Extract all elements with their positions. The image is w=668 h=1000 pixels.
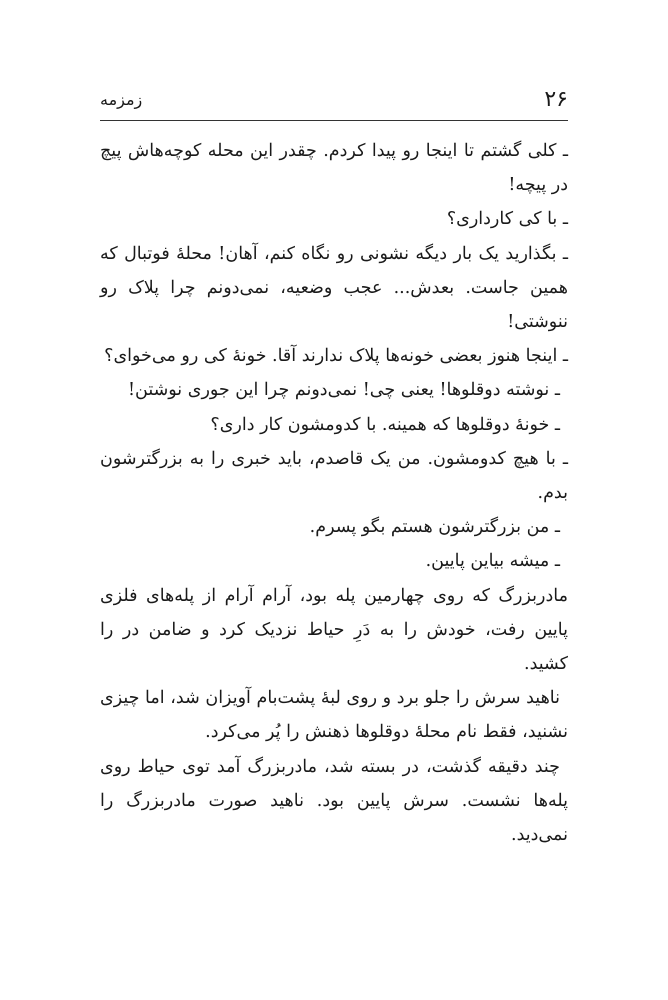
narrative-paragraph: مادربزرگ که روی چهارمین پله بود، آرام آرام از پله‌های فلزی پایین رفت، خودش را به دَرِ حیاط نزدیک کرد و ضامن در را کشید.	[100, 585, 568, 675]
dialogue-paragraph: ـ با هیچ کدومشون. من یک قاصدم، باید خبری را به بزرگترشون بدم.	[100, 448, 568, 504]
dialogue-paragraph: ـ بگذارید یک بار دیگه نشونی رو نگاه کنم، آهان! محلهٔ فوتبال که همین جاست. بعدش... عجب وضعیه، نمی‌دونم چرا پلاک رو ننوشتی!	[100, 243, 568, 333]
narrative-paragraph: چند دقیقه گذشت، در بسته شد، مادربزرگ آمد توی حیاط روی پله‌ها نشست. سرش پایین بود. ناهید صورت مادربزرگ را نمی‌دید.	[100, 756, 568, 846]
dialogue-paragraph: ـ خونهٔ دوقلوها که همینه. با کدومشون کار داری؟	[210, 414, 560, 435]
narrative-paragraph: ناهید سرش را جلو برد و روی لبهٔ پشت‌بام آویزان شد، اما چیزی نشنید، فقط نام محلهٔ دوقلوها ذهنش را پُر می‌کرد.	[100, 688, 568, 743]
dialogue-paragraph: ـ نوشته دوقلوها! یعنی چی! نمی‌دونم چرا این جوری نوشتن!	[127, 380, 560, 401]
header-rule	[100, 120, 568, 121]
running-title: زمزمه	[100, 89, 143, 109]
page-header	[100, 82, 568, 116]
dialogue-paragraph: ـ کلی گشتم تا اینجا رو پیدا کردم. چقدر این محله کوچه‌هاش پیچ در پیچه!	[100, 141, 568, 196]
dialogue-paragraph: ـ با کی کارداری؟	[446, 209, 568, 230]
dialogue-paragraph: ـ میشه بیاین پایین.	[425, 551, 560, 572]
dialogue-paragraph: ـ من بزرگترشون هستم بگو پسرم.	[309, 517, 560, 538]
dialogue-paragraph: ـ اینجا هنوز بعضی خونه‌ها پلاک ندارند آقا. خونهٔ کی رو می‌خوای؟	[104, 346, 568, 367]
page-number: ۲۶	[544, 86, 568, 112]
body-text	[100, 134, 568, 852]
